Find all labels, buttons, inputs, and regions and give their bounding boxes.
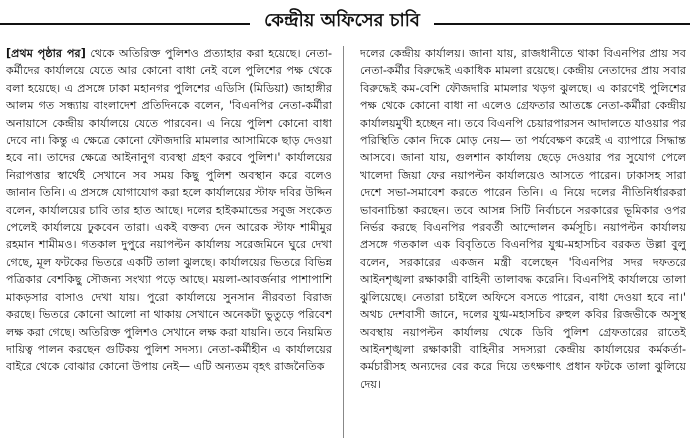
article-headline: কেন্দ্রীয় অফিসের চাবি [264, 10, 420, 31]
article-column-left [6, 45, 332, 441]
continuation-tag: [প্রথম পৃষ্ঠার পর] [6, 47, 86, 60]
article-column-right [360, 45, 686, 441]
headline-banner [0, 6, 690, 36]
left-column-text: থেকে অতিরিক্ত পুলিশও প্রত্যাহার করা হয়েছে। নেতা-কর্মীদের কার্যালয়ে যেতে আর কোনো বাধা নেই বলে পুলিশের পক্ষ থেকে বলা হয়েছে। এ প্রসঙ্গে ঢাকা মহানগর পুলিশের এডিসি (মিডিয়া) জাহাঙ্গীর আলম গত সন্ধ্যায় বাংলাদেশ প্রতিদিনকে বলেন, 'বিএনপির নেতা-কর্মীরা অনায়াসে কেন্দ্রীয় কার্যালয়ে যেতে পারবেন। এ নিয়ে পুলিশ কোনো বাধা দেবে না। কিন্তু এ ক্ষেত্রে কোনো ফৌজদারি মামলার আসামিকে ছাড় দেওয়া হবে না। তাদের ক্ষেত্রে আইনানুগ ব্যবস্থা গ্রহণ করবে পুলিশ।' কার্যালয়ের নিরাপত্তার স্বার্থেই সেখানে সব সময় কিছু পুলিশ অবস্থান করে বলেও জানান তিনি। এ প্রসঙ্গে যোগাযোগ করা হলে কার্যালয়ের স্টাফ দবির উদ্দিন বলেন, কার্যালয়ের চাবি তার হাত আছে। দলের হাইকমান্ডের সবুজ সংকেত পেলেই কার্যালয়ে ঢুকবেন তারা। একই বক্তব্য দেন আরেক স্টাফ শামীমুর রহমান শামীমও। গতকাল দুপুরে নয়াপল্টন কার্যালয় সরেজমিনে ঘুরে দেখা গেছে, মূল ফটকের ভিতরে একটি তালা ঝুলছে। কার্যালয়ের ভিতরে বিভিন্ন পত্রিকার বেশকিছু সৌজন্য সংখ্যা পড়ে আছে। ময়লা-আবর্জনার পাশাপাশি মাকড়সার বাসাও দেখা যায়। পুরো কার্যালয়ে সুনসান নীরবতা বিরাজ করছে। ভিতরে কোনো আলো না থাকায় সেখানে অনেকটা ভুতুড়ে পরিবেশ লক্ষ করা গেছে। অতিরিক্ত পুলিশও সেখানে লক্ষ করা যায়নি। তবে নিয়মিত দায়িত্ব পালন করছেন গুটিকয় পুলিশ সদস্য। নেতা-কর্মীহীন এ কার্যালয়ের বাইরে থেকে বোঝার কোনো উপায় নেই— এটি অন্যতম বৃহৎ রাজনৈতিক [6, 47, 332, 374]
column-divider [343, 46, 344, 438]
right-column-text: দলের কেন্দ্রীয় কার্যালয়। জানা যায়, রাজধানীতে থাকা বিএনপির প্রায় সব নেতা-কর্মীর বিরুদ্ধেই একাধিক মামলা রয়েছে। কেন্দ্রীয় নেতাদের প্রায় সবার বিরুদ্ধেই কম-বেশি ফৌজদারি মামলার খড়গ ঝুলছে। এ কারণেই পুলিশের পক্ষ থেকে কোনো বাধা না এলেও গ্রেফতার আতঙ্কে নেতা-কর্মীরা কেন্দ্রীয় কার্যালয়মুখী হচ্ছেন না। তবে বিএনপি চেয়ারপারসন আদালতে যাওয়ার পর পরিস্থিতি কোন দিকে মোড় নেয়— তা পর্যবেক্ষণ করেই এ ব্যাপারে সিদ্ধান্ত আসবে। জানা যায়, গুলশান কার্যালয় ছেড়ে দেওয়ার পর সুযোগ পেলে খালেদা জিয়া ফের নয়াপল্টন কার্যালয়েও আসতে পারেন। ঢাকাসহ সারা দেশে সভা-সমাবেশ করতে পারেন তিনি। এ নিয়ে দলের নীতিনির্ধারকরা ভাবনাচিন্তা করছেন। তবে আসন্ন সিটি নির্বাচনে সরকারের ভূমিকার ওপর নির্ভর করছে বিএনপির পরবর্তী আন্দোলন কর্মসূচি। নয়াপল্টন কার্যালয় প্রসঙ্গে গতকাল এক বিবৃতিতে বিএনপির যুগ্ম-মহাসচিব বরকত উল্লা বুলু বলেন, সরকারের একজন মন্ত্রী বলেছেন 'বিএনপির সদর দফতরে আইনশৃঙ্খলা রক্ষাকারী বাহিনী তালাবদ্ধ করেনি। বিএনপিই কার্যালয়ে তালা ঝুলিয়েছে। নেতারা চাইলে অফিসে বসতে পারেন, বাধা দেওয়া হবে না।' অথচ দেশবাসী জানে, দলের যুগ্ম-মহাসচিব রুহুল কবির রিজভীকে অসুস্থ অবস্থায় নয়াপল্টন কার্যালয় থেকে ডিবি পুলিশ গ্রেফতারের রাতেই আইনশৃঙ্খলা রক্ষাকারী বাহিনীর সদস্যরা কেন্দ্রীয় কার্যালয়ের কর্মকর্তা-কর্মচারীসহ অন্যদের বের করে দিয়ে তৎক্ষণাৎ প্রধান ফটকে তালা ঝুলিয়ে দেয়। [360, 47, 686, 391]
headline-rule-right [434, 23, 690, 25]
left-column-paragraph [6, 45, 332, 376]
headline-rule-left [0, 23, 250, 25]
